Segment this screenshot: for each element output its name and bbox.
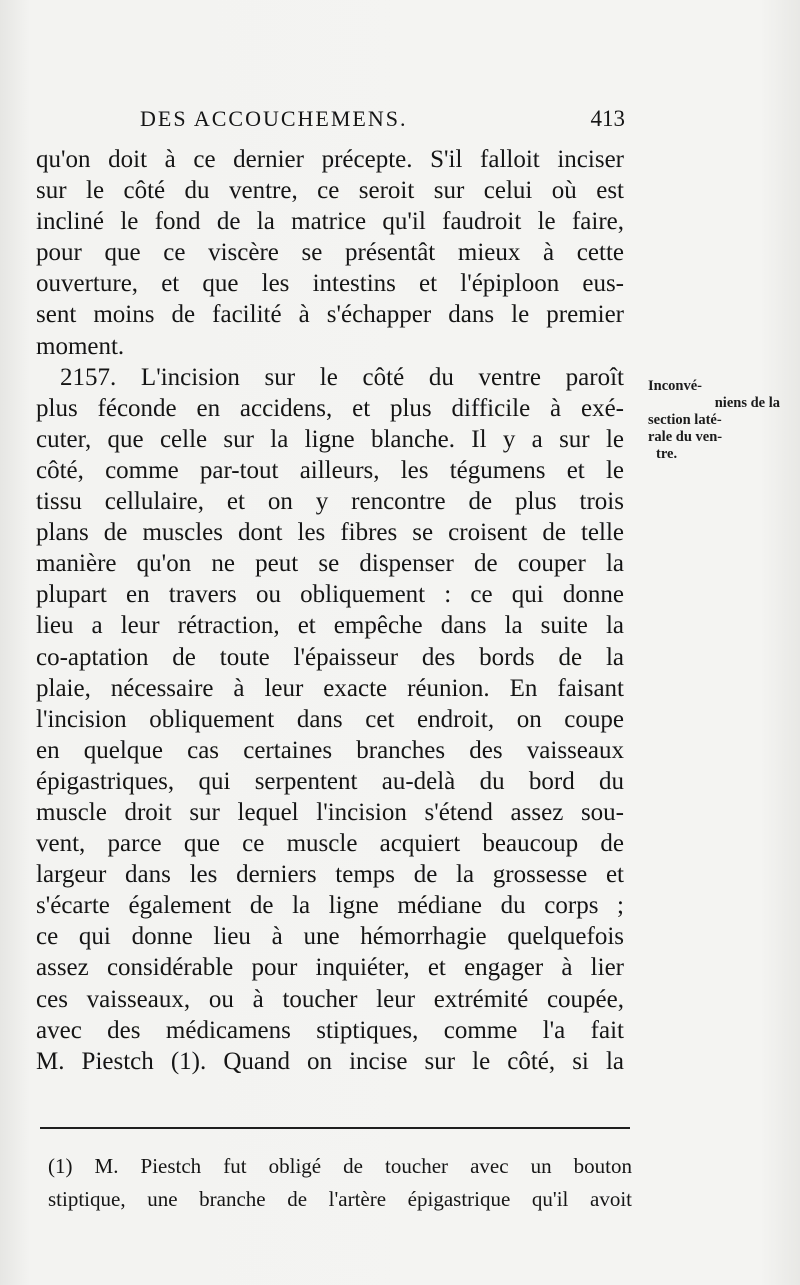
text-line: muscle droit sur lequel l'incision s'étend assez sou- bbox=[36, 798, 624, 826]
text-line: côté, comme par-tout ailleurs, les tégumens et le bbox=[36, 456, 624, 484]
text-line: incliné le fond de la matrice qu'il faudroit le faire, bbox=[36, 208, 624, 236]
footnote-line: stiptique, une branche de l'artère épigastrique qu'il avoit bbox=[48, 1187, 632, 1211]
text-line: en quelque cas certaines branches des vaisseaux bbox=[36, 736, 624, 764]
margin-note-line: tre. bbox=[656, 446, 678, 462]
text-line: tissu cellulaire, et on y rencontre de plus trois bbox=[36, 488, 624, 516]
text-line: lieu a leur rétraction, et empêche dans la suite la bbox=[36, 612, 624, 640]
text-line: ces vaisseaux, ou à toucher leur extrémité coupée, bbox=[36, 985, 624, 1013]
text-line: sent moins de facilité à s'échapper dans le premier bbox=[36, 301, 624, 329]
margin-note-line: section laté- bbox=[648, 412, 722, 428]
text-line: co-aptation de toute l'épaisseur des bords de la bbox=[36, 643, 624, 671]
page-number: 413 bbox=[590, 106, 625, 131]
margin-note-line: niens de la bbox=[714, 395, 780, 411]
text-line: cuter, que celle sur la ligne blanche. Il y a sur le bbox=[36, 425, 624, 453]
footnote-line: (1) M. Piestch fut obligé de toucher avec un bouton bbox=[48, 1154, 632, 1178]
footnote-rule bbox=[40, 1127, 630, 1129]
margin-note-line: rale du ven- bbox=[648, 429, 723, 445]
running-head-title: DES ACCOUCHEMENS. bbox=[140, 106, 408, 131]
text-line: manière qu'on ne peut se dispenser de couper la bbox=[36, 550, 624, 578]
text-line: avec des médicamens stiptiques, comme l'a fait bbox=[36, 1016, 624, 1044]
text-line: s'écarte également de la ligne médiane du corps ; bbox=[36, 892, 624, 920]
text-line: pour que ce viscère se présentât mieux à cette bbox=[36, 239, 624, 267]
text-line: plus féconde en accidens, et plus difficile à exé- bbox=[36, 394, 624, 422]
paragraph-start-line: 2157. L'incision sur le côté du ventre paroît bbox=[60, 363, 624, 391]
body-text bbox=[36, 144, 624, 1077]
text-line: M. Piestch (1). Quand on incise sur le côté, si la bbox=[36, 1047, 624, 1075]
text-line: plaie, nécessaire à leur exacte réunion. En faisant bbox=[36, 674, 624, 702]
text-line: plans de muscles dont les fibres se croisent de telle bbox=[36, 519, 624, 547]
text-line: ouverture, et que les intestins et l'épiploon eus- bbox=[36, 270, 624, 298]
footnote bbox=[48, 1150, 632, 1216]
text-line: plupart en travers ou obliquement : ce qui donne bbox=[36, 581, 624, 609]
text-line: l'incision obliquement dans cet endroit, on coupe bbox=[36, 705, 624, 733]
text-line: vent, parce que ce muscle acquiert beaucoup de bbox=[36, 830, 624, 858]
text-line: moment. bbox=[36, 332, 125, 360]
text-line: qu'on doit à ce dernier précepte. S'il falloit inciser bbox=[36, 146, 624, 173]
margin-note-line: Inconvé- bbox=[648, 378, 702, 394]
text-line: sur le côté du ventre, ce seroit sur celui où est bbox=[36, 177, 624, 205]
text-line: largeur dans les derniers temps de la grossesse et bbox=[36, 861, 624, 889]
text-line: assez considérable pour inquiéter, et engager à lier bbox=[36, 954, 624, 982]
text-line: épigastriques, qui serpentent au-delà du bord du bbox=[36, 767, 624, 795]
text-line: ce qui donne lieu à une hémorrhagie quelquefois bbox=[36, 923, 624, 951]
margin-note bbox=[648, 378, 780, 463]
